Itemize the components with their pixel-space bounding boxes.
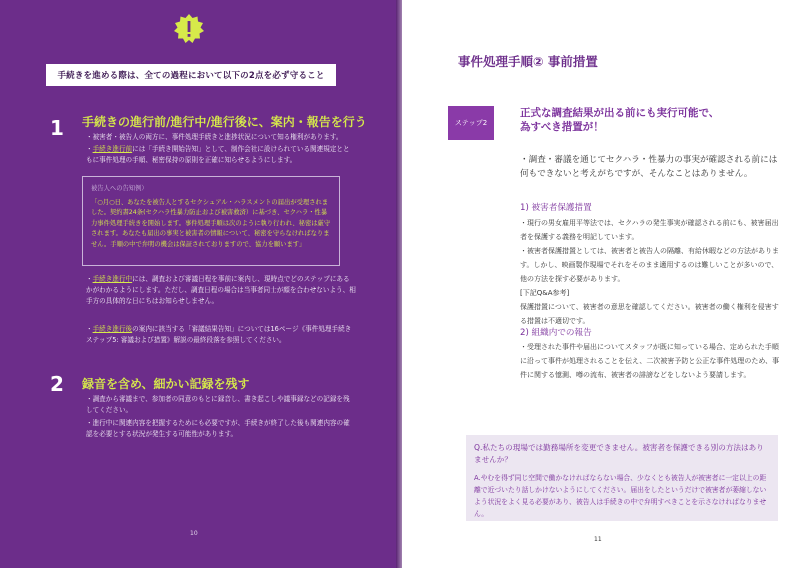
- step-label: ステップ2: [448, 106, 494, 140]
- right-page: [402, 0, 800, 568]
- section-number-2: 2: [50, 372, 64, 396]
- section-number-1: 1: [50, 116, 64, 140]
- section-title-1: 手続きの進行前/進行中/進行後に、案内・報告を行う: [82, 115, 367, 129]
- internal-report-body: ・受理された事件や届出についてスタッフが既に知っている場合、定められた手順に沿って事件が処理されることを伝え、二次被害予防と公正な事件処理のため、事件に関する憶測、噂の流布、被害者の誹謗などをしないよう要請します。: [520, 343, 780, 379]
- notice-example-body: 「○月○日、あなたを被告人とするセクシュアル・ハラスメントの届出が受理されました。契約書24条(セクハラ性暴力防止および被害救済）に基づき、セクハラ・性暴力事件処理手続きを開始します。事件処理手順は次のように執り行われ、秘密は厳守されます。あなたも届出の事実と被害者の情報について、秘密を守らなければなりません。手順の中で弁明の機会は保証されておりますので、協力を願います」: [91, 199, 331, 248]
- intro-text: ・調査・審議を通じてセクハラ・性暴力の事実が確認される前には何もできないと考えがちですが、そんなことはありません。: [520, 155, 778, 179]
- rule-banner: 手続きを進める際は、全ての過程において以下の2点を必ず守ること: [46, 64, 336, 86]
- qa-answer: A.やむを得ず同じ空間で働かなければならない場合、少なくとも被告人が被害者に一定以上の距離で近づいたり話しかけないようにしてください。届出をしたというだけで被害者が萎縮しないよう状況をよく見る必要があり、被告人は手続きの中で弁明すべきことを示さなければなりません。: [474, 474, 767, 518]
- section2-para1: ・調査から審議まで、参加者の同意のもとに録音し、書き起こしや議事録などの記録を残してください。: [86, 395, 350, 414]
- subheading-internal-report: 2) 組織内での報告: [520, 328, 592, 338]
- qa-question: Q.私たちの現場では勤務場所を変更できません。被害者を保護できる別の方法はありませんか？: [474, 443, 764, 464]
- section-title-2: 録音を含め、細かい記録を残す: [82, 377, 250, 391]
- qa-box: [466, 435, 778, 521]
- notice-example-title: 被告人への告知例）: [91, 185, 148, 192]
- section1-para2: ・手続き進行前には「手続き開始告知」として、制作会社に設けられている関連規定とともに事件処理の手順、秘密保持の原則を正確に知らせるようにします。: [86, 145, 350, 164]
- section1-para4: ・手続き進行後の案内に該当する「審議結果告知」については16ページ《事件処理手続きステップ5: 審議および措置》解説の最終段落を参照してください。: [86, 325, 352, 344]
- step-headline: 正式な調査結果が出る前にも実行可能で、 為すべき措置が！: [520, 107, 720, 133]
- section1-para1: ・被害者・被告人の両方に、事件処理手続きと進捗状況について知る権利があります。: [86, 133, 343, 141]
- page-number-right: 11: [594, 536, 602, 543]
- victim-protection-body: ・現行の男女雇用平等法では、セクハラの発生事実が確認される前にも、被害届出者を保護する義務を明記しています。 ・被害者保護措置としては、被害者と被告人の隔離、有給休暇などの方法があります。しかし、映画製作現場でそれをそのまま適用するのは難しいことが多いので、他の方法を探す必要があります。 [下記Q&A参考] 保護措置について、被害者の意思を確認してください。被害者の働く権利を侵害する措置は不適切です。: [520, 219, 779, 325]
- pre-process-link: 手続き進行前: [92, 145, 133, 153]
- page-number-left: 10: [190, 530, 198, 537]
- notice-example-box: [82, 176, 340, 266]
- subheading-victim-protection: 1) 被害者保護措置: [520, 203, 592, 213]
- right-page-title: 事件処理手順② 事前措置: [458, 54, 598, 69]
- exclamation-badge-icon: [174, 14, 204, 44]
- section1-para3: ・手続き進行中には、調査および審議日程を事前に案内し、現時点でどのステップにあるかがわかるようにします。ただし、調査日程の場合は当事者同士が顔を合わせないよう、相手方の具体的な日にちはお知らせしません。: [86, 275, 356, 305]
- section2-para2: ・進行中に関連内容を把握するためにも必要ですが、手続きが終了した後も関連内容の確認を必要とする状況が発生する可能性があります。: [86, 419, 350, 438]
- post-process-link: 手続き進行後: [92, 325, 133, 333]
- in-process-link: 手続き進行中: [92, 275, 133, 283]
